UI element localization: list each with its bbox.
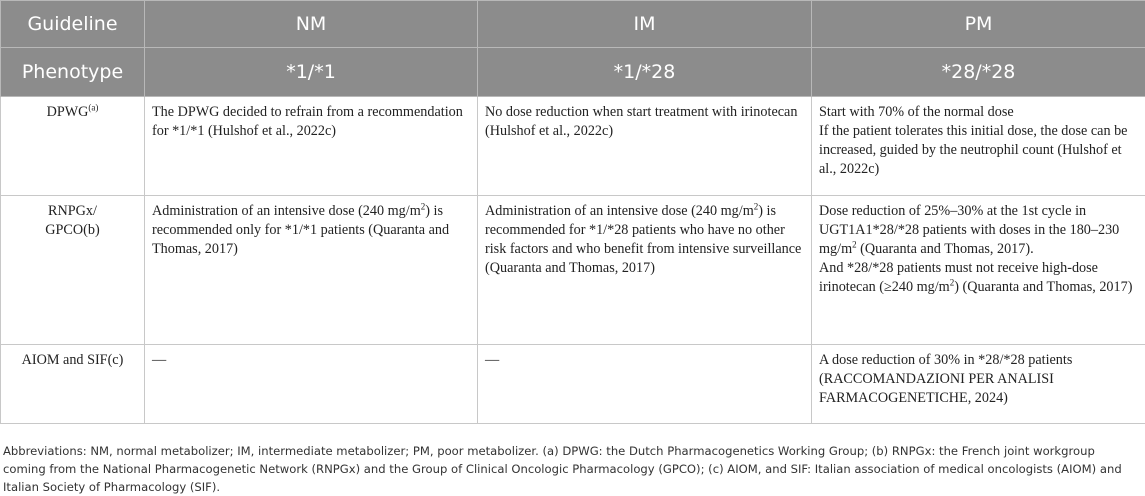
header-row-guideline — [1, 1, 1145, 48]
nm-cell: — — [145, 345, 478, 424]
pm-text-1: Start with 70% of the normal dose — [819, 103, 1138, 122]
header-phenotype: Phenotype — [1, 48, 145, 97]
superscript: 2 — [421, 201, 426, 211]
phenotype-nm: *1/*1 — [145, 48, 478, 97]
nm-cell — [145, 97, 478, 196]
guideline-footnote-mark: (a) — [88, 102, 98, 112]
guideline-name-line2: GPCO(b) — [5, 221, 140, 240]
guideline-name-line1: RNPGx/ — [5, 202, 140, 221]
im-text-b: ) is recommended for *1/*28 patients who have no other risk factors and who benefit from intensive surveillance (Quaranta and Thomas, 2017) — [485, 203, 801, 276]
phenotype-pm: *28/*28 — [812, 48, 1145, 97]
pm-text-2: And *28/*28 patients must not receive high-dose irinotecan (≥240 $mg/m^2$) (Quaranta and Thomas, 2017) — [819, 259, 1138, 297]
header-nm: NM — [145, 1, 478, 48]
pm-cell — [812, 97, 1145, 196]
im-text-a: Administration of an intensive dose (240 mg/m — [485, 203, 754, 219]
table-row — [1, 345, 1145, 424]
header-im: IM — [478, 1, 812, 48]
nm-cell — [145, 196, 478, 345]
superscript: 2 — [852, 239, 857, 249]
guideline-cell: AIOM and SIF(c) — [1, 345, 145, 424]
im-cell: — — [478, 345, 812, 424]
superscript: 2 — [754, 201, 759, 211]
table-footnote: Abbreviations: NM, normal metabolizer; IM, intermediate metabolizer; PM, poor metabolizer. (a) DPWG: the Dutch Pharmacogenetics Working Group; (b) RNPGx: the French joint workgroup coming from the National Pharmacogenetic Network (RNPGx) and the Group of Clinical Oncologic Pharmacology (GPCO); (c) AIOM, and SIF: Italian association of medical oncologists (AIOM) and Italian Society of Pharmacology (SIF). — [3, 442, 1138, 496]
table-row — [1, 196, 1145, 345]
table-row — [1, 97, 1145, 196]
nm-text-b: ) is recommended only for *1/*1 patients (Quaranta and Thomas, 2017) — [152, 203, 449, 257]
guideline-cell — [1, 196, 145, 345]
guideline-name: DPWG — [47, 104, 89, 120]
phenotype-im: *1/*28 — [478, 48, 812, 97]
superscript: 2 — [950, 277, 955, 287]
guideline-cell — [1, 97, 145, 196]
nm-text-a: Administration of an intensive dose (240 mg/m — [152, 203, 421, 219]
pm-text-2: If the patient tolerates this initial dose, the dose can be increased, guided by the neutrophil count (Hulshof et al., 2022c) — [819, 122, 1138, 179]
im-cell — [478, 196, 812, 345]
nm-text: The DPWG decided to refrain from a recommendation for *1/*1 (Hulshof et al., 2022c) — [152, 103, 470, 141]
header-pm: PM — [812, 1, 1145, 48]
im-cell — [478, 97, 812, 196]
header-row-phenotype — [1, 48, 1145, 97]
im-text: No dose reduction when start treatment with irinotecan (Hulshof et al., 2022c) — [485, 103, 804, 141]
header-guideline: Guideline — [1, 1, 145, 48]
pm-cell: A dose reduction of 30% in *28/*28 patients (RACCOMANDAZIONI PER ANALISI FARMACOGENETICHE, 2024) — [812, 345, 1145, 424]
pm-text-1: Dose reduction of 25%–30% at the 1st cycle in UGT1A1*28/*28 patients with doses in the 180–230 $mg/m^2$ (Quaranta and Thomas, 2017). — [819, 202, 1138, 259]
pm-cell — [812, 196, 1145, 345]
